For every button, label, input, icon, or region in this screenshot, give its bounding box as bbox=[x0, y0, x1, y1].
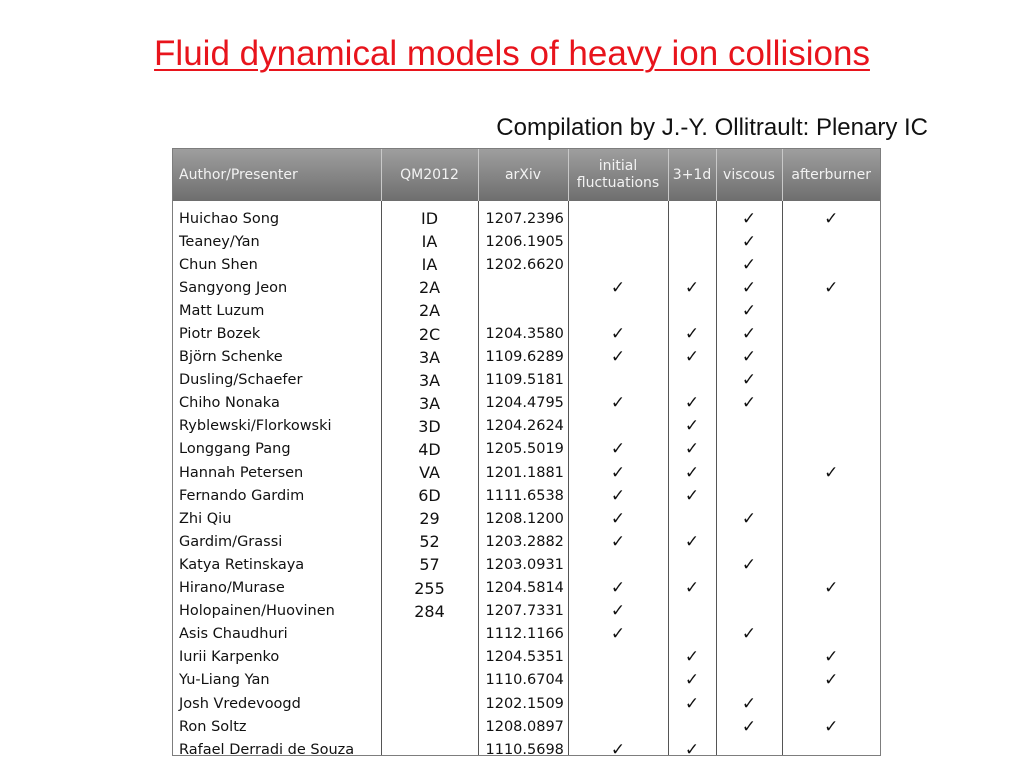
cell-author: Rafael Derradi de Souza bbox=[173, 738, 381, 756]
cell-arxiv: 1203.2882 bbox=[478, 530, 568, 553]
cell-afterburner bbox=[782, 369, 880, 392]
cell-author: Huichao Song bbox=[173, 201, 381, 230]
cell-arxiv: 1204.4795 bbox=[478, 392, 568, 415]
check-mark-icon: ✓ bbox=[684, 416, 700, 437]
cell-qm2012: IA bbox=[381, 253, 478, 276]
cell-initial-fluctuations bbox=[568, 201, 668, 230]
cell-qm2012 bbox=[381, 738, 478, 756]
cell-viscous bbox=[716, 461, 782, 484]
cell-afterburner bbox=[782, 392, 880, 415]
cell-initial-fluctuations bbox=[568, 299, 668, 322]
cell-arxiv: 1109.5181 bbox=[478, 369, 568, 392]
cell-arxiv: 1204.2624 bbox=[478, 415, 568, 438]
cell-author: Iurii Karpenko bbox=[173, 646, 381, 669]
cell-viscous bbox=[716, 507, 782, 530]
cell-qm2012: 3A bbox=[381, 392, 478, 415]
cell-qm2012: 2C bbox=[381, 322, 478, 345]
table-row bbox=[173, 415, 880, 438]
cell-author: Ron Soltz bbox=[173, 715, 381, 738]
cell-3plus1d bbox=[668, 646, 716, 669]
cell-author: Dusling/Schaefer bbox=[173, 369, 381, 392]
cell-afterburner bbox=[782, 507, 880, 530]
table-row bbox=[173, 646, 880, 669]
check-mark-icon: ✓ bbox=[610, 485, 626, 506]
cell-author: Sangyong Jeon bbox=[173, 276, 381, 299]
cell-3plus1d bbox=[668, 392, 716, 415]
cell-qm2012: 284 bbox=[381, 600, 478, 623]
cell-qm2012 bbox=[381, 623, 478, 646]
cell-afterburner bbox=[782, 600, 880, 623]
cell-qm2012: ID bbox=[381, 201, 478, 230]
cell-3plus1d bbox=[668, 322, 716, 345]
cell-viscous bbox=[716, 715, 782, 738]
table-row bbox=[173, 369, 880, 392]
cell-author: Björn Schenke bbox=[173, 346, 381, 369]
slide-title: Fluid dynamical models of heavy ion collisions bbox=[154, 34, 870, 73]
cell-initial-fluctuations bbox=[568, 438, 668, 461]
cell-afterburner bbox=[782, 253, 880, 276]
check-mark-icon: ✓ bbox=[610, 439, 626, 460]
cell-afterburner bbox=[782, 322, 880, 345]
cell-viscous bbox=[716, 322, 782, 345]
models-table bbox=[173, 149, 880, 756]
cell-initial-fluctuations bbox=[568, 600, 668, 623]
header-qm2012: QM2012 bbox=[381, 149, 478, 201]
cell-3plus1d bbox=[668, 692, 716, 715]
check-mark-icon: ✓ bbox=[610, 624, 626, 645]
cell-viscous bbox=[716, 299, 782, 322]
check-mark-icon: ✓ bbox=[824, 670, 839, 691]
cell-qm2012: 57 bbox=[381, 553, 478, 576]
cell-3plus1d bbox=[668, 299, 716, 322]
cell-3plus1d bbox=[668, 484, 716, 507]
check-mark-icon: ✓ bbox=[741, 347, 757, 368]
header-3plus1d: 3+1d bbox=[668, 149, 716, 201]
cell-viscous bbox=[716, 415, 782, 438]
cell-qm2012: 6D bbox=[381, 484, 478, 507]
check-mark-icon: ✓ bbox=[824, 462, 839, 483]
table-row bbox=[173, 392, 880, 415]
check-mark-icon: ✓ bbox=[684, 393, 700, 414]
cell-3plus1d bbox=[668, 530, 716, 553]
cell-3plus1d bbox=[668, 369, 716, 392]
cell-author: Ryblewski/Florkowski bbox=[173, 415, 381, 438]
cell-author: Longgang Pang bbox=[173, 438, 381, 461]
cell-qm2012: 52 bbox=[381, 530, 478, 553]
table-row bbox=[173, 438, 880, 461]
cell-arxiv: 1205.5019 bbox=[478, 438, 568, 461]
check-mark-icon: ✓ bbox=[610, 277, 626, 298]
check-mark-icon: ✓ bbox=[741, 716, 757, 737]
check-mark-icon: ✓ bbox=[610, 508, 626, 529]
cell-qm2012 bbox=[381, 669, 478, 692]
cell-viscous bbox=[716, 201, 782, 230]
cell-initial-fluctuations bbox=[568, 276, 668, 299]
cell-viscous bbox=[716, 484, 782, 507]
table-row bbox=[173, 715, 880, 738]
cell-initial-fluctuations bbox=[568, 369, 668, 392]
cell-viscous bbox=[716, 253, 782, 276]
table-row bbox=[173, 623, 880, 646]
cell-author: Fernando Gardim bbox=[173, 484, 381, 507]
slide-subtitle: Compilation by J.-Y. Ollitrault: Plenary IC bbox=[496, 114, 928, 141]
cell-3plus1d bbox=[668, 600, 716, 623]
cell-initial-fluctuations bbox=[568, 715, 668, 738]
cell-viscous bbox=[716, 553, 782, 576]
cell-arxiv: 1204.5351 bbox=[478, 646, 568, 669]
header-arxiv: arXiv bbox=[478, 149, 568, 201]
check-mark-icon: ✓ bbox=[741, 277, 757, 298]
table-body bbox=[173, 201, 880, 756]
cell-afterburner bbox=[782, 415, 880, 438]
check-mark-icon: ✓ bbox=[684, 439, 700, 460]
table-row bbox=[173, 276, 880, 299]
cell-author: Chiho Nonaka bbox=[173, 392, 381, 415]
header-initial-fluctuations: initial fluctuations bbox=[568, 149, 668, 201]
table-row bbox=[173, 669, 880, 692]
check-mark-icon: ✓ bbox=[684, 347, 700, 368]
cell-arxiv: 1111.6538 bbox=[478, 484, 568, 507]
cell-viscous bbox=[716, 738, 782, 756]
cell-3plus1d bbox=[668, 577, 716, 600]
check-mark-icon: ✓ bbox=[684, 578, 700, 599]
check-mark-icon: ✓ bbox=[741, 370, 757, 391]
cell-arxiv: 1110.5698 bbox=[478, 738, 568, 756]
cell-initial-fluctuations bbox=[568, 392, 668, 415]
check-mark-icon: ✓ bbox=[684, 739, 700, 756]
check-mark-icon: ✓ bbox=[610, 601, 626, 622]
cell-arxiv: 1202.6620 bbox=[478, 253, 568, 276]
check-mark-icon: ✓ bbox=[741, 231, 757, 252]
cell-afterburner bbox=[782, 438, 880, 461]
cell-afterburner bbox=[782, 346, 880, 369]
cell-viscous bbox=[716, 623, 782, 646]
cell-author: Josh Vredevoogd bbox=[173, 692, 381, 715]
cell-qm2012: 255 bbox=[381, 577, 478, 600]
cell-3plus1d bbox=[668, 623, 716, 646]
cell-afterburner bbox=[782, 484, 880, 507]
check-mark-icon: ✓ bbox=[741, 508, 757, 529]
check-mark-icon: ✓ bbox=[610, 531, 626, 552]
cell-afterburner bbox=[782, 669, 880, 692]
check-mark-icon: ✓ bbox=[610, 393, 626, 414]
cell-3plus1d bbox=[668, 507, 716, 530]
table-row bbox=[173, 253, 880, 276]
check-mark-icon: ✓ bbox=[684, 531, 700, 552]
cell-afterburner bbox=[782, 577, 880, 600]
cell-afterburner bbox=[782, 230, 880, 253]
table-row bbox=[173, 507, 880, 530]
check-mark-icon: ✓ bbox=[824, 277, 839, 298]
models-table-container bbox=[172, 148, 881, 756]
cell-author: Chun Shen bbox=[173, 253, 381, 276]
cell-initial-fluctuations bbox=[568, 507, 668, 530]
check-mark-icon: ✓ bbox=[741, 393, 757, 414]
cell-author: Hirano/Murase bbox=[173, 577, 381, 600]
cell-qm2012: 3A bbox=[381, 369, 478, 392]
check-mark-icon: ✓ bbox=[824, 647, 839, 668]
cell-qm2012 bbox=[381, 715, 478, 738]
cell-afterburner bbox=[782, 692, 880, 715]
cell-3plus1d bbox=[668, 415, 716, 438]
cell-initial-fluctuations bbox=[568, 530, 668, 553]
cell-afterburner bbox=[782, 623, 880, 646]
check-mark-icon: ✓ bbox=[741, 554, 757, 575]
header-viscous: viscous bbox=[716, 149, 782, 201]
cell-afterburner bbox=[782, 461, 880, 484]
cell-arxiv: 1203.0931 bbox=[478, 553, 568, 576]
cell-author: Katya Retinskaya bbox=[173, 553, 381, 576]
cell-qm2012: VA bbox=[381, 461, 478, 484]
cell-author: Yu-Liang Yan bbox=[173, 669, 381, 692]
cell-qm2012: 3A bbox=[381, 346, 478, 369]
cell-initial-fluctuations bbox=[568, 577, 668, 600]
cell-viscous bbox=[716, 692, 782, 715]
table-row bbox=[173, 299, 880, 322]
cell-arxiv: 1201.1881 bbox=[478, 461, 568, 484]
cell-arxiv: 1208.0897 bbox=[478, 715, 568, 738]
header-afterburner: afterburner bbox=[782, 149, 880, 201]
cell-author: Hannah Petersen bbox=[173, 461, 381, 484]
check-mark-icon: ✓ bbox=[824, 578, 839, 599]
cell-3plus1d bbox=[668, 461, 716, 484]
cell-qm2012: 2A bbox=[381, 299, 478, 322]
cell-3plus1d bbox=[668, 715, 716, 738]
table-row bbox=[173, 738, 880, 756]
cell-3plus1d bbox=[668, 438, 716, 461]
cell-arxiv: 1208.1200 bbox=[478, 507, 568, 530]
check-mark-icon: ✓ bbox=[741, 254, 757, 275]
cell-initial-fluctuations bbox=[568, 553, 668, 576]
check-mark-icon: ✓ bbox=[741, 208, 757, 229]
table-row bbox=[173, 530, 880, 553]
check-mark-icon: ✓ bbox=[741, 693, 757, 714]
cell-qm2012: 2A bbox=[381, 276, 478, 299]
cell-arxiv: 1112.1166 bbox=[478, 623, 568, 646]
check-mark-icon: ✓ bbox=[610, 462, 626, 483]
table-row bbox=[173, 692, 880, 715]
cell-qm2012 bbox=[381, 646, 478, 669]
cell-viscous bbox=[716, 346, 782, 369]
check-mark-icon: ✓ bbox=[610, 739, 626, 756]
check-mark-icon: ✓ bbox=[741, 624, 757, 645]
cell-qm2012: 29 bbox=[381, 507, 478, 530]
cell-initial-fluctuations bbox=[568, 253, 668, 276]
cell-arxiv: 1110.6704 bbox=[478, 669, 568, 692]
cell-viscous bbox=[716, 600, 782, 623]
table-header-row bbox=[173, 149, 880, 201]
check-mark-icon: ✓ bbox=[741, 324, 757, 345]
cell-3plus1d bbox=[668, 253, 716, 276]
cell-arxiv bbox=[478, 276, 568, 299]
table-row bbox=[173, 484, 880, 507]
cell-arxiv: 1204.3580 bbox=[478, 322, 568, 345]
cell-author: Matt Luzum bbox=[173, 299, 381, 322]
check-mark-icon: ✓ bbox=[684, 670, 700, 691]
cell-qm2012: IA bbox=[381, 230, 478, 253]
table-row bbox=[173, 230, 880, 253]
cell-arxiv: 1206.1905 bbox=[478, 230, 568, 253]
cell-qm2012: 3D bbox=[381, 415, 478, 438]
cell-viscous bbox=[716, 438, 782, 461]
cell-viscous bbox=[716, 646, 782, 669]
check-mark-icon: ✓ bbox=[684, 277, 700, 298]
cell-3plus1d bbox=[668, 669, 716, 692]
cell-viscous bbox=[716, 530, 782, 553]
cell-afterburner bbox=[782, 201, 880, 230]
cell-afterburner bbox=[782, 530, 880, 553]
table-row bbox=[173, 577, 880, 600]
cell-viscous bbox=[716, 669, 782, 692]
check-mark-icon: ✓ bbox=[684, 693, 700, 714]
cell-initial-fluctuations bbox=[568, 669, 668, 692]
check-mark-icon: ✓ bbox=[684, 485, 700, 506]
check-mark-icon: ✓ bbox=[610, 324, 626, 345]
cell-initial-fluctuations bbox=[568, 461, 668, 484]
table-row bbox=[173, 553, 880, 576]
cell-viscous bbox=[716, 392, 782, 415]
cell-afterburner bbox=[782, 715, 880, 738]
cell-author: Teaney/Yan bbox=[173, 230, 381, 253]
cell-3plus1d bbox=[668, 230, 716, 253]
cell-3plus1d bbox=[668, 276, 716, 299]
cell-author: Zhi Qiu bbox=[173, 507, 381, 530]
cell-arxiv: 1207.7331 bbox=[478, 600, 568, 623]
cell-author: Asis Chaudhuri bbox=[173, 623, 381, 646]
table-row bbox=[173, 600, 880, 623]
cell-viscous bbox=[716, 276, 782, 299]
cell-author: Gardim/Grassi bbox=[173, 530, 381, 553]
cell-initial-fluctuations bbox=[568, 692, 668, 715]
cell-afterburner bbox=[782, 738, 880, 756]
cell-author: Piotr Bozek bbox=[173, 322, 381, 345]
cell-3plus1d bbox=[668, 201, 716, 230]
cell-afterburner bbox=[782, 553, 880, 576]
check-mark-icon: ✓ bbox=[741, 300, 757, 321]
cell-author: Holopainen/Huovinen bbox=[173, 600, 381, 623]
table-row bbox=[173, 201, 880, 230]
cell-3plus1d bbox=[668, 553, 716, 576]
check-mark-icon: ✓ bbox=[610, 578, 626, 599]
cell-afterburner bbox=[782, 276, 880, 299]
cell-initial-fluctuations bbox=[568, 738, 668, 756]
cell-arxiv: 1207.2396 bbox=[478, 201, 568, 230]
cell-viscous bbox=[716, 230, 782, 253]
cell-arxiv: 1204.5814 bbox=[478, 577, 568, 600]
cell-qm2012: 4D bbox=[381, 438, 478, 461]
cell-initial-fluctuations bbox=[568, 623, 668, 646]
check-mark-icon: ✓ bbox=[824, 716, 839, 737]
cell-initial-fluctuations bbox=[568, 346, 668, 369]
check-mark-icon: ✓ bbox=[684, 324, 700, 345]
cell-initial-fluctuations bbox=[568, 484, 668, 507]
cell-arxiv: 1202.1509 bbox=[478, 692, 568, 715]
cell-initial-fluctuations bbox=[568, 415, 668, 438]
cell-viscous bbox=[716, 577, 782, 600]
cell-initial-fluctuations bbox=[568, 322, 668, 345]
cell-initial-fluctuations bbox=[568, 230, 668, 253]
cell-qm2012 bbox=[381, 692, 478, 715]
cell-afterburner bbox=[782, 299, 880, 322]
table-row bbox=[173, 346, 880, 369]
cell-viscous bbox=[716, 369, 782, 392]
cell-initial-fluctuations bbox=[568, 646, 668, 669]
cell-afterburner bbox=[782, 646, 880, 669]
check-mark-icon: ✓ bbox=[610, 347, 626, 368]
cell-arxiv: 1109.6289 bbox=[478, 346, 568, 369]
check-mark-icon: ✓ bbox=[684, 462, 700, 483]
table-row bbox=[173, 461, 880, 484]
header-author: Author/Presenter bbox=[173, 149, 381, 201]
cell-3plus1d bbox=[668, 346, 716, 369]
check-mark-icon: ✓ bbox=[824, 208, 839, 229]
check-mark-icon: ✓ bbox=[684, 647, 700, 668]
cell-arxiv bbox=[478, 299, 568, 322]
table-row bbox=[173, 322, 880, 345]
cell-3plus1d bbox=[668, 738, 716, 756]
